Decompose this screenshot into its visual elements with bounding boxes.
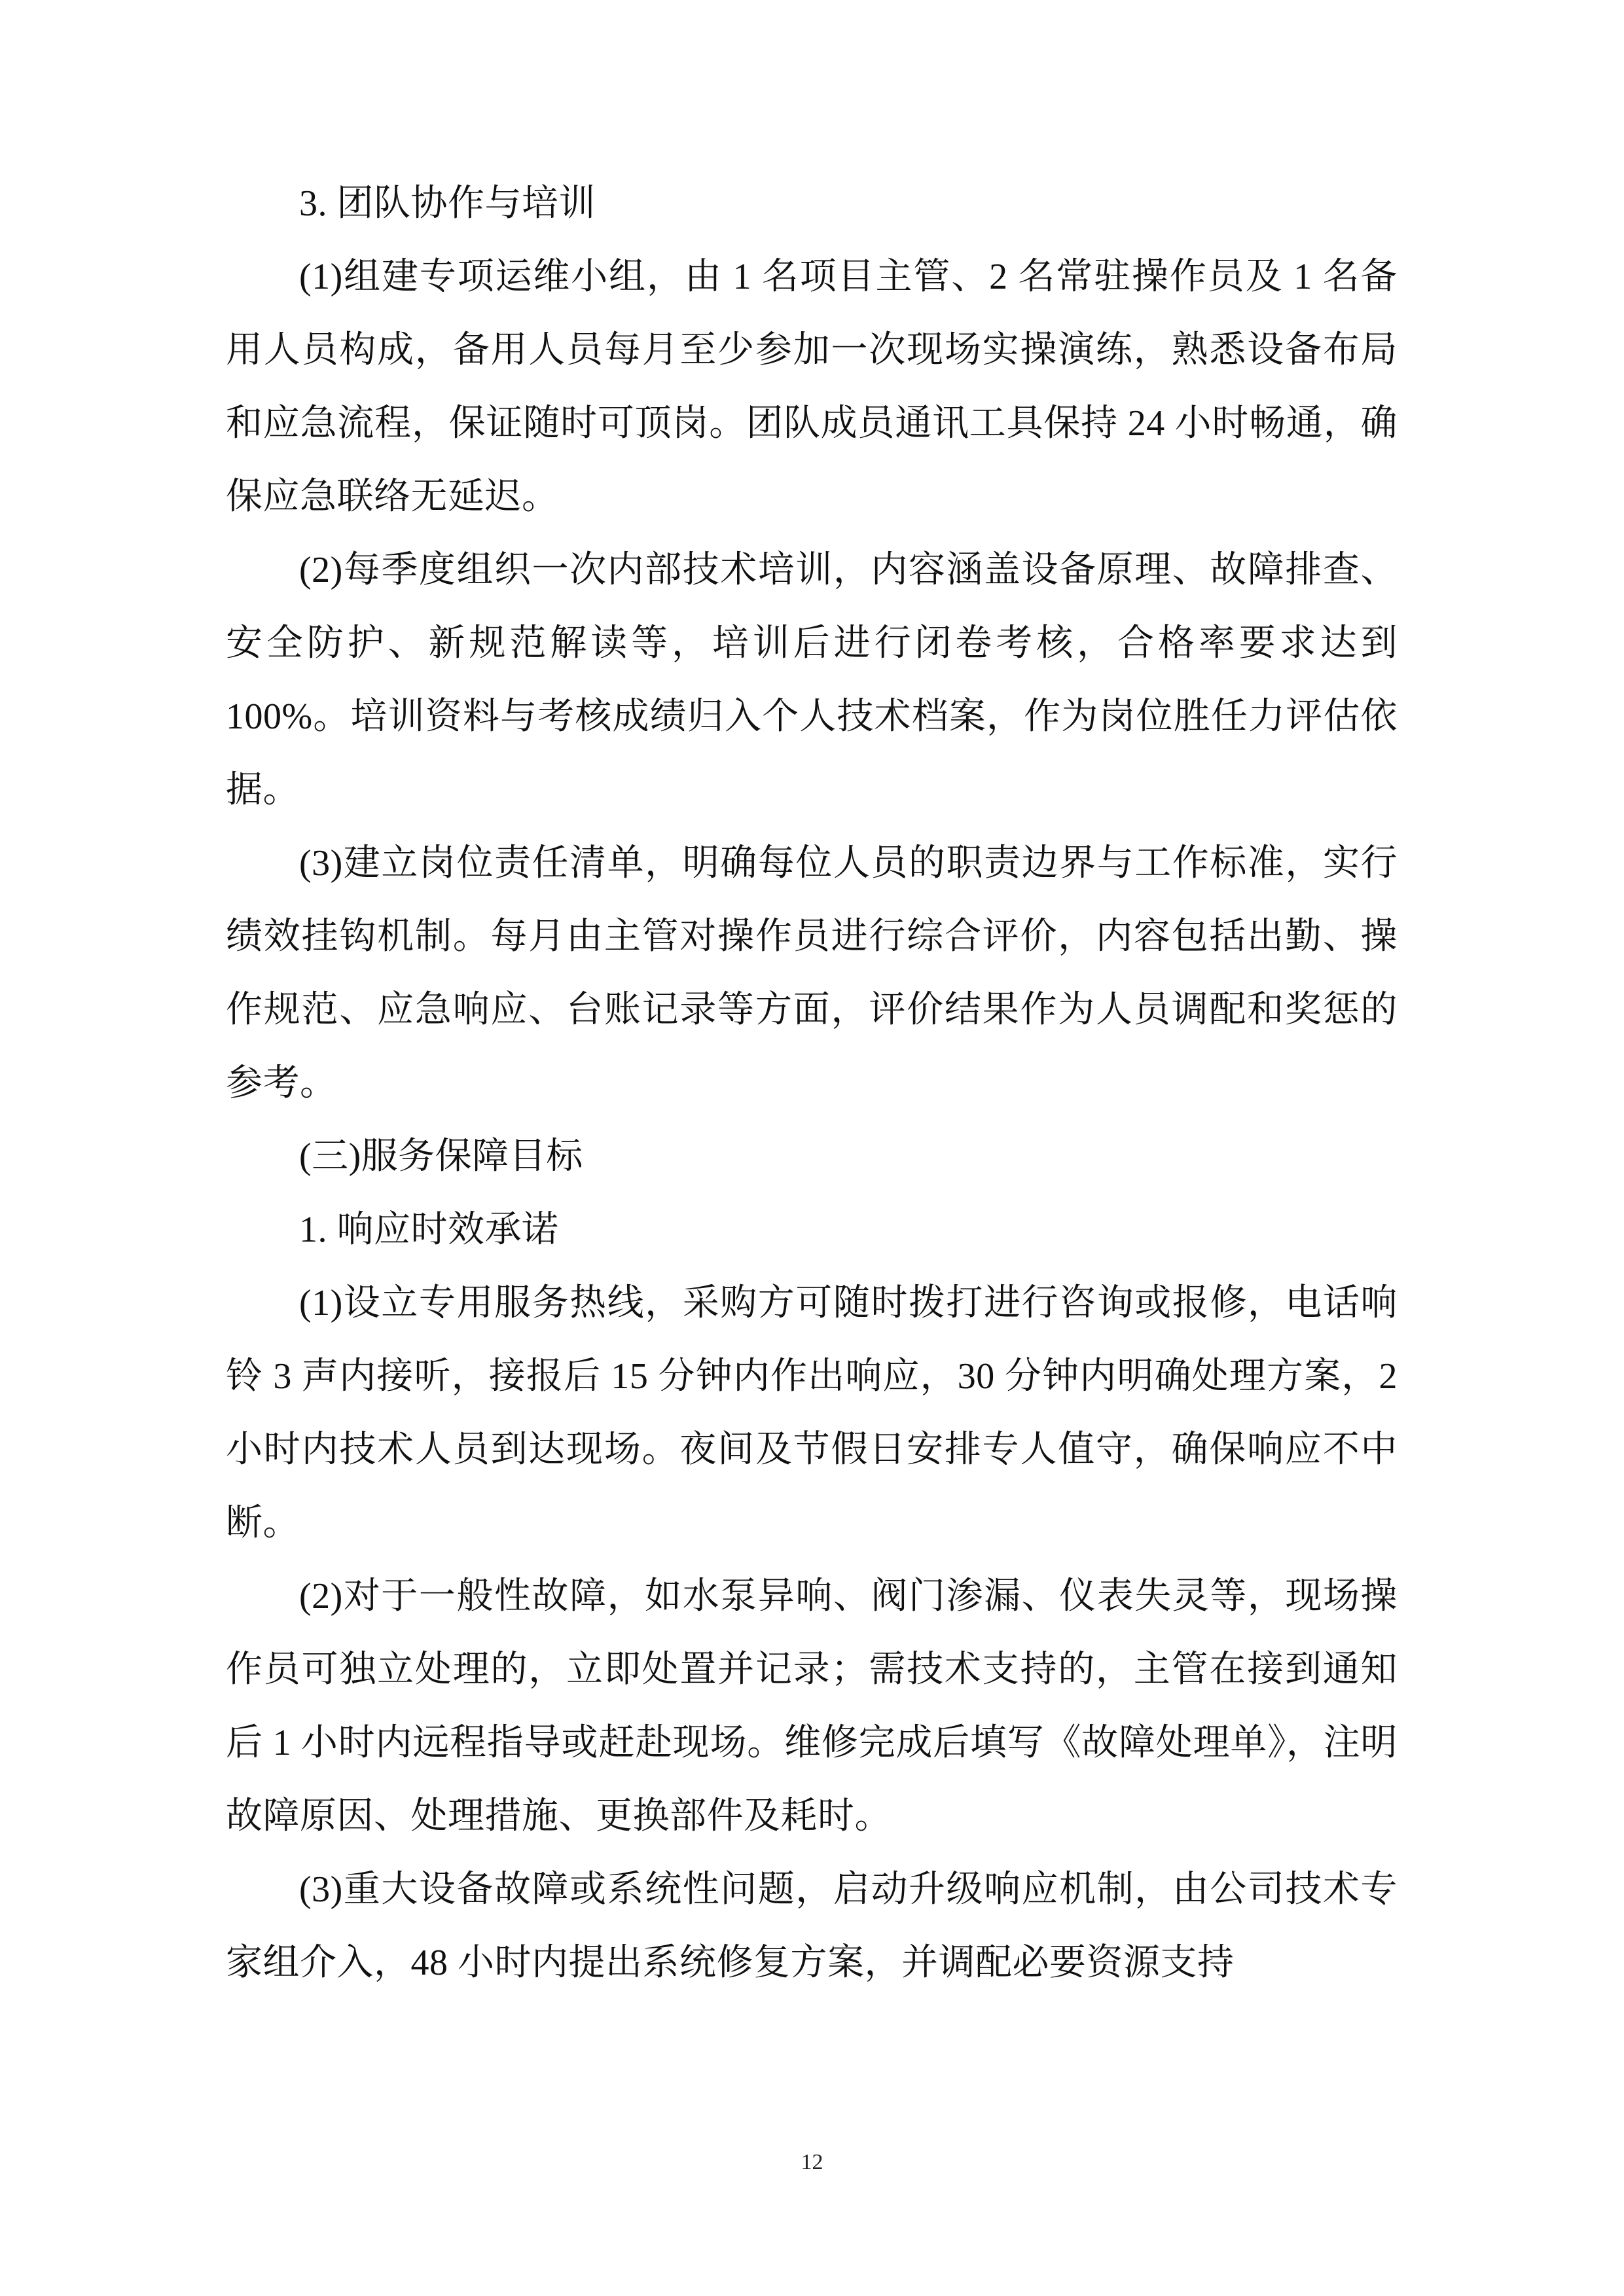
paragraph-team-3: (3)建立岗位责任清单，明确每位人员的职责边界与工作标准，实行绩效挂钩机制。每月由主管对操作员进行综合评价，内容包括出勤、操作规范、应急响应、台账记录等方面，评价结果作为人员调配和奖惩的参考。	[226, 843, 1398, 1103]
paragraph-heading-response-commitment: 1. 响应时效承诺	[299, 1210, 559, 1250]
paragraph-response-3: (3)重大设备故障或系统性问题，启动升级响应机制，由公司技术专家组介入，48 小时内提出系统修复方案，并调配必要资源支持	[226, 1869, 1398, 1983]
paragraph-heading-team-training: 3. 团队协作与培训	[299, 183, 596, 224]
page-number: 12	[801, 2150, 823, 2174]
paragraph-response-2: (2)对于一般性故障，如水泵异响、阀门渗漏、仪表失灵等，现场操作员可独立处理的，立即处置并记录；需技术支持的，主管在接到通知后 1 小时内远程指导或赶赴现场。维修完成后填写《故障处理单》，注明故障原因、处理措施、更换部件及耗时。	[226, 1576, 1398, 1837]
paragraph-response-1: (1)设立专用服务热线，采购方可随时拨打进行咨询或报修，电话响铃 3 声内接听，接报后 15 分钟内作出响应，30 分钟内明确处理方案，2 小时内技术人员到达现场。夜间及节假日安排专人值守，确保响应不中断。	[226, 1283, 1398, 1543]
paragraph-team-2: (2)每季度组织一次内部技术培训，内容涵盖设备原理、故障排查、安全防护、新规范解读等，培训后进行闭卷考核，合格率要求达到 100%。培训资料与考核成绩归入个人技术档案，作为岗位胜任力评估依据。	[226, 550, 1398, 810]
paragraph-team-1: (1)组建专项运维小组，由 1 名项目主管、2 名常驻操作员及 1 名备用人员构成，备用人员每月至少参加一次现场实操演练，熟悉设备布局和应急流程，保证随时可顶岗。团队成员通讯工具保持 24 小时畅通，确保应急联络无延迟。	[226, 257, 1398, 517]
document-body	[226, 167, 1398, 2000]
paragraph-heading-service-goals: (三)服务保障目标	[299, 1136, 583, 1177]
